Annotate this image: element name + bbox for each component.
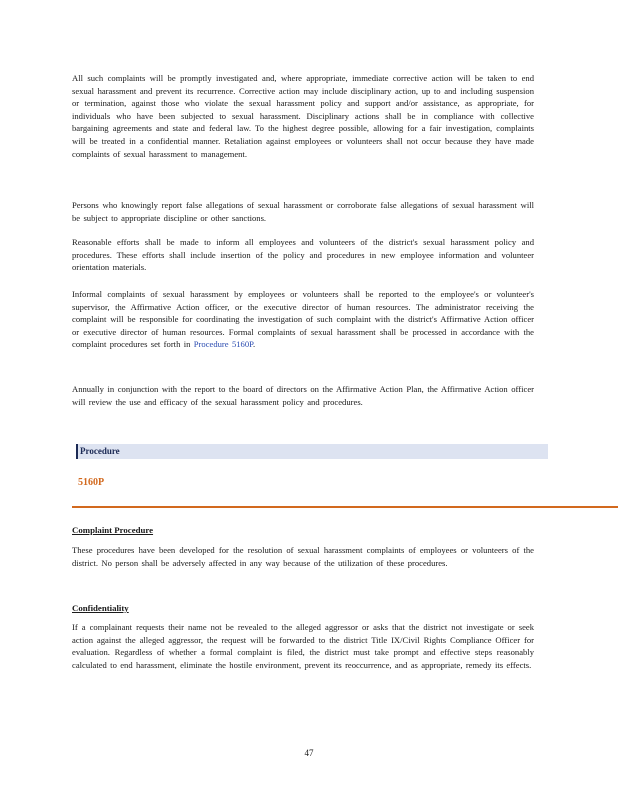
paragraph-investigation: All such complaints will be promptly investigated and, where appropriate, immediate corrective action will be taken to end sexual harassment and prevent its recurrence. Corrective action may include disciplinary action, up to and including suspension or termination, against those who violate the sexual harassment policy and support and/or assistance, as appropriate, for individuals who have been subjected to sexual harassment. Disciplinary actions shall be in compliance with collective bargaining agreements and state and federal law. To the highest degree possible, allowing for a fair investigation, complaints will be treated in a confidential manner. Retaliation against employees or volunteers shall not occur because they have made complaints of sexual harassment to management. <box>72 73 534 159</box>
paragraph-reasonable-efforts: Reasonable efforts shall be made to inform all employees and volunteers of the district's sexual harassment policy and procedures. These efforts shall include insertion of the policy and procedures in new employee information and volunteer orientation materials. <box>72 237 534 273</box>
complaint-procedure-text: These procedures have been developed for the resolution of sexual harassment complaints of employees or volunteers of the district. No person shall be adversely affected in any way because of the utilization of these procedures. <box>72 545 534 568</box>
paragraph-end-period: . <box>252 339 256 350</box>
paragraph-informal-complaints-text: Informal complaints of sexual harassment by employees or volunteers shall be reported to the employee's or volunteer's supervisor, the Affirmative Action officer, or the executive director of human resources. The administrator receiving the complaint will be responsible for coordinating the investigation of such complaint with the district's Affirmative Action officer or executive director of human resources. Formal complaints of sexual harassment shall be processed in accordance with the complaint procedures set forth in <box>72 289 534 350</box>
section-divider <box>72 506 618 508</box>
procedure-number: 5160P <box>78 477 105 488</box>
paragraph-annual-review: Annually in conjunction with the report to the board of directors on the Affirmative Action Plan, the Affirmative Action officer will review the use and efficacy of the sexual harassment policy and procedures. <box>72 384 534 407</box>
procedure-heading-bar <box>76 444 548 459</box>
complaint-procedure-heading: Complaint Procedure <box>72 525 154 535</box>
confidentiality-text: If a complainant requests their name not be revealed to the alleged aggressor or asks that the district not investigate or seek action against the alleged aggressor, the request will be forwarded to the district Title IX/Civil Rights Compliance Officer for evaluation. Regardless of whether a formal complaint is filed, the district must take prompt and effective steps reasonably calculated to end harassment, eliminate the hostile environment, prevent its reoccurrence, and as appropriate, remedy its effects. <box>72 622 534 670</box>
page-number: 47 <box>304 748 314 758</box>
confidentiality-heading: Confidentiality <box>72 603 129 613</box>
paragraph-false-allegations: Persons who knowingly report false allegations of sexual harassment or corroborate false allegations of sexual harassment will be subject to appropriate discipline or other sanctions. <box>72 200 534 223</box>
procedure-heading: Procedure <box>80 446 120 456</box>
paragraph-informal-complaints <box>72 288 534 351</box>
procedure-link[interactable]: Procedure 5160P <box>193 339 253 350</box>
